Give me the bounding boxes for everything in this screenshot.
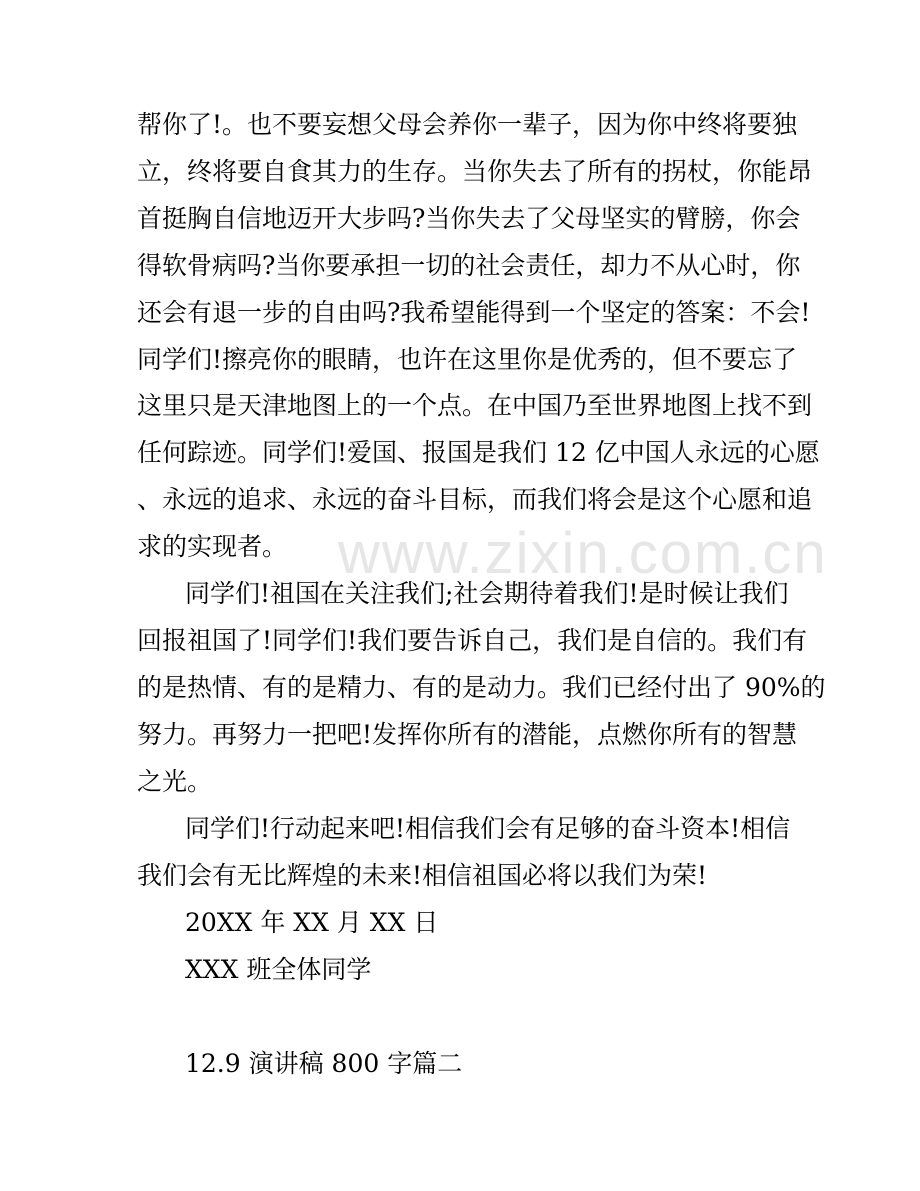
text-line: 任何踪迹。同学们!爱国、报国是我们 12 亿中国人永远的心愿 [137, 438, 820, 467]
text-line: 、永远的追求、永远的奋斗目标，而我们将会是这个心愿和追 [137, 485, 813, 514]
text-line: 首挺胸自信地迈开大步吗?当你失去了父母坚实的臂膀，你会 [137, 204, 801, 233]
paragraph-start-line: 同学们!行动起来吧!相信我们会有足够的奋斗资本!相信 [185, 814, 791, 843]
text-line: 帮你了!。也不要妄想父母会养你一辈子，因为你中终将要独 [137, 110, 798, 139]
text-line: 立，终将要自食其力的生存。当你失去了所有的拐杖，你能昂 [137, 157, 813, 186]
text-line: 得软骨病吗?当你要承担一切的社会责任，却力不从心时，你 [137, 251, 801, 280]
text-line: 回报祖国了!同学们!我们要告诉自己，我们是自信的。我们有 [137, 626, 808, 655]
section-heading: 12.9 演讲稿 800 字篇二 [185, 1049, 463, 1078]
watermark: www.zixin.com.cn [338, 521, 828, 586]
text-line: 的是热情、有的是精力、有的是动力。我们已经付出了 90%的 [137, 673, 826, 702]
text-line: 我们会有无比辉煌的未来!相信祖国必将以我们为荣! [137, 861, 708, 890]
text-line: 努力。再努力一把吧!发挥你所有的潜能，点燃你所有的智慧 [137, 720, 798, 749]
text-line: 同学们!擦亮你的眼睛，也许在这里你是优秀的，但不要忘了 [137, 345, 798, 374]
text-line: 之光。 [137, 767, 213, 796]
date-line: 20XX 年 XX 月 XX 日 [185, 908, 439, 937]
signature-line: XXX 班全体同学 [185, 955, 372, 984]
text-line: 求的实现者。 [137, 532, 288, 561]
text-line: 这里只是天津地图上的一个点。在中国乃至世界地图上找不到 [137, 391, 813, 420]
paragraph-start-line: 同学们!祖国在关注我们;社会期待着我们!是时候让我们 [185, 579, 789, 608]
text-line: 还会有退一步的自由吗?我希望能得到一个坚定的答案：不会! [137, 298, 811, 327]
